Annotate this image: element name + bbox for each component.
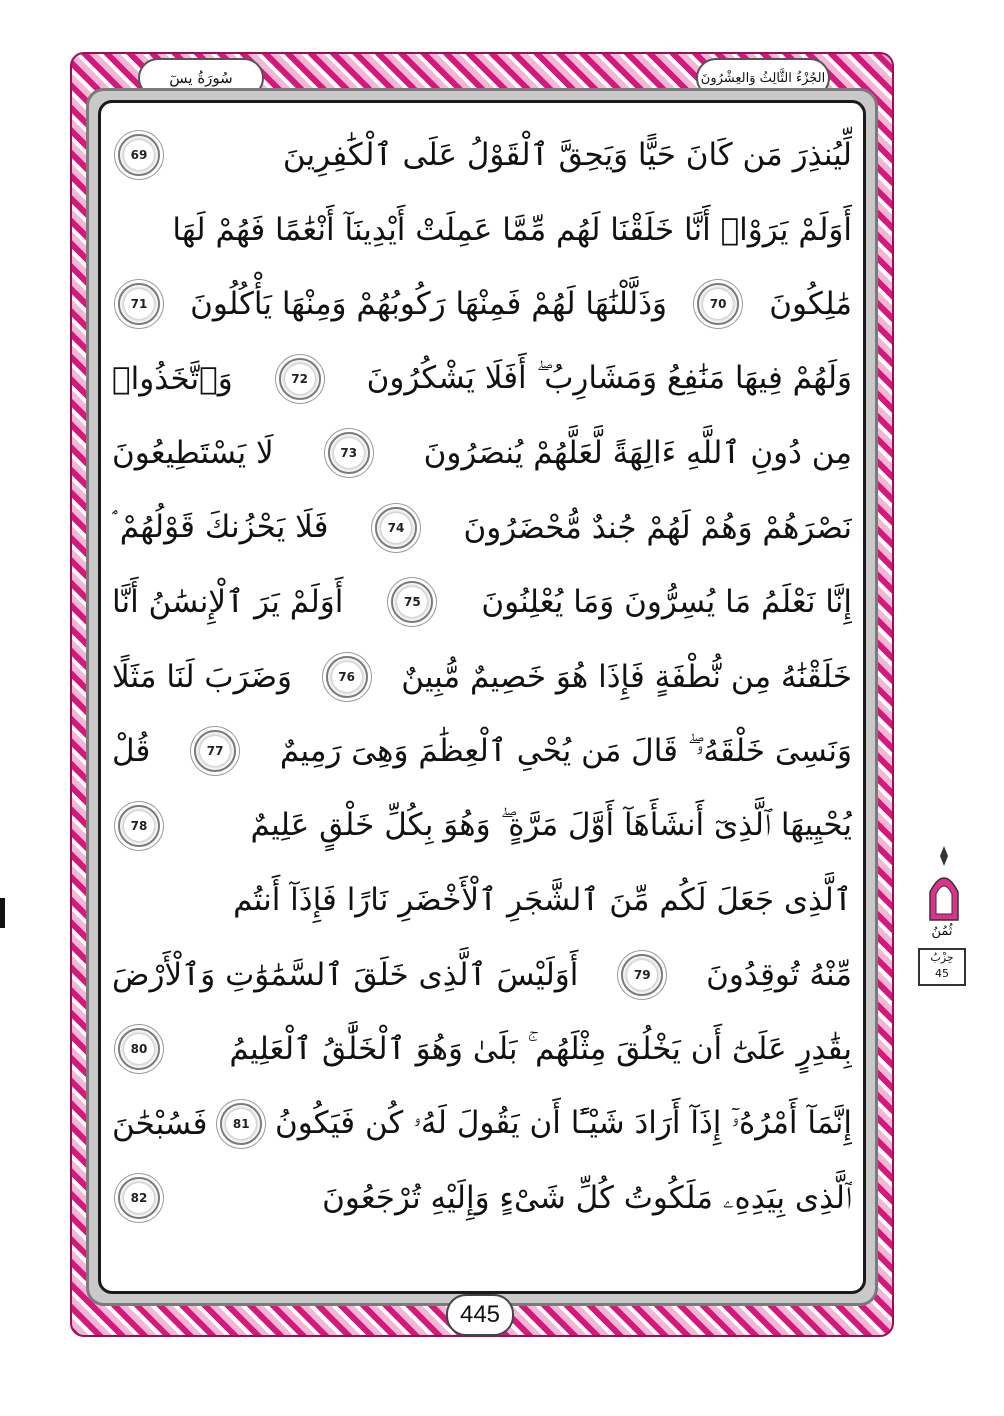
ayah-number-marker: 82 <box>118 1177 160 1219</box>
verse-line <box>112 640 852 715</box>
verse-text: مِن دُونِ ٱللَّهِ ءَالِهَةً لَّعَلَّهُمْ يُنصَرُونَ <box>423 435 852 472</box>
verse-text: بِقَٰدِرٍ عَلَىٰٓ أَن يَخْلُقَ مِثْلَهُم ۚ بَلَىٰ وَهُوَ ٱلْخَلَّٰقُ ٱلْعَلِيمُ <box>229 1030 852 1067</box>
verse-text: مِّنْهُ تُوقِدُونَ <box>706 956 852 993</box>
side-ornament-spire-icon <box>940 846 948 866</box>
verse-text: أَوَلَمْ يَرَ ٱلْإِنسَٰنُ أَنَّا <box>112 584 344 621</box>
verse-line <box>112 714 852 789</box>
ayah-number-marker: 74 <box>375 507 417 549</box>
verse-text: لِّيُنذِرَ مَن كَانَ حَيًّا وَيَحِقَّ ٱلْقَوْلُ عَلَى ٱلْكَٰفِرِينَ <box>282 137 852 174</box>
hizb-label: حِزْبُ <box>930 951 954 964</box>
verse-line <box>112 416 852 491</box>
ayah-number-marker: 80 <box>118 1028 160 1070</box>
verse-text: ٱلَّذِى بِيَدِهِۦ مَلَكُوتُ كُلِّ شَىْءٍ وَإِلَيْهِ تُرْجَعُونَ <box>322 1179 852 1216</box>
verse-text: وَنَسِىَ خَلْقَهُۥ ۖ قَالَ مَن يُحْىِ ٱلْعِظَٰمَ وَهِىَ رَمِيمٌ <box>279 732 852 769</box>
ayah-number-marker: 79 <box>621 954 663 996</box>
verse-text: خَلَقْنَٰهُ مِن نُّطْفَةٍ فَإِذَا هُوَ خَصِيمٌ مُّبِينٌ <box>401 658 852 695</box>
verse-text: أَوَلَيْسَ ٱلَّذِى خَلَقَ ٱلسَّمَٰوَٰتِ وَٱلْأَرْضَ <box>112 956 579 993</box>
surah-header-label: سُورَةُ يسٓ <box>138 58 264 98</box>
verse-line <box>112 565 852 640</box>
verse-line <box>112 1012 852 1087</box>
verse-line <box>112 938 852 1013</box>
verse-text: وَٱتَّخَذُوا۟ <box>112 360 233 397</box>
ayah-number-marker: 73 <box>328 432 370 474</box>
ayah-number-marker: 71 <box>118 283 160 325</box>
hizb-box <box>918 948 966 986</box>
ayah-number-marker: 78 <box>118 805 160 847</box>
verse-text: إِنَّمَآ أَمْرُهُۥٓ إِذَآ أَرَادَ شَيْـًٔا أَن يَقُولَ لَهُۥ كُن فَيَكُونُ <box>275 1105 852 1142</box>
verse-line <box>112 1087 852 1162</box>
verse-text: قُلْ <box>112 733 151 770</box>
ayah-number-marker: 70 <box>697 283 739 325</box>
verse-line <box>112 193 852 268</box>
verse-text: ٱلَّذِى جَعَلَ لَكُم مِّنَ ٱلشَّجَرِ ٱلْأَخْضَرِ نَارًا فَإِذَآ أَنتُم <box>233 882 852 919</box>
verse-text: وَضَرَبَ لَنَا مَثَلًا <box>112 658 293 695</box>
verse-text: فَسُبْحَٰنَ <box>112 1105 208 1142</box>
page-number: 445 <box>446 1294 514 1336</box>
verse-text: لَا يَسْتَطِيعُونَ <box>112 435 274 472</box>
verse-text: إِنَّا نَعْلَمُ مَا يُسِرُّونَ وَمَا يُعْلِنُونَ <box>481 584 852 621</box>
ayah-number-marker: 72 <box>279 358 321 400</box>
verse-text: أَوَلَمْ يَرَوْا۟ أَنَّا خَلَقْنَا لَهُم مِّمَّا عَمِلَتْ أَيْدِينَآ أَنْعَٰمًا فَهُمْ لَهَا <box>172 211 852 248</box>
verse-text: وَلَهُمْ فِيهَا مَنَٰفِعُ وَمَشَارِبُ ۖ أَفَلَا يَشْكُرُونَ <box>366 360 852 397</box>
ayah-number-marker: 76 <box>326 656 368 698</box>
verse-lines <box>112 118 852 1236</box>
hizb-number: 45 <box>935 967 949 980</box>
thumn-label: ثُمُنُ <box>931 924 953 939</box>
verse-line <box>112 789 852 864</box>
verse-text: مَٰلِكُونَ <box>769 286 852 323</box>
verse-line <box>112 118 852 193</box>
verse-text: نَصْرَهُمْ وَهُمْ لَهُمْ جُندٌ مُّحْضَرُونَ <box>463 509 852 546</box>
juz-header-label: الجُزْءُ الثَّالِثُ وَالعِشْرُونَ <box>696 58 830 98</box>
verse-text: يُحْيِيهَا ٱلَّذِىٓ أَنشَأَهَآ أَوَّلَ مَرَّةٍ ۖ وَهُوَ بِكُلِّ خَلْقٍ عَلِيمٌ <box>250 807 852 844</box>
page-edge-mark <box>0 898 5 928</box>
verse-line <box>112 267 852 342</box>
ayah-number-marker: 81 <box>220 1103 262 1145</box>
verse-text: وَذَلَّلْنَٰهَا لَهُمْ فَمِنْهَا رَكُوبُهُمْ وَمِنْهَا يَأْكُلُونَ <box>190 286 667 323</box>
ayah-number-marker: 77 <box>194 730 236 772</box>
verse-line <box>112 491 852 566</box>
verse-line <box>112 863 852 938</box>
verse-line <box>112 1161 852 1236</box>
ayah-number-marker: 75 <box>391 581 433 623</box>
verse-text: فَلَا يَحْزُنكَ قَوْلُهُمْ ۘ <box>112 509 329 546</box>
verse-line <box>112 342 852 417</box>
ayah-number-marker: 69 <box>118 134 160 176</box>
